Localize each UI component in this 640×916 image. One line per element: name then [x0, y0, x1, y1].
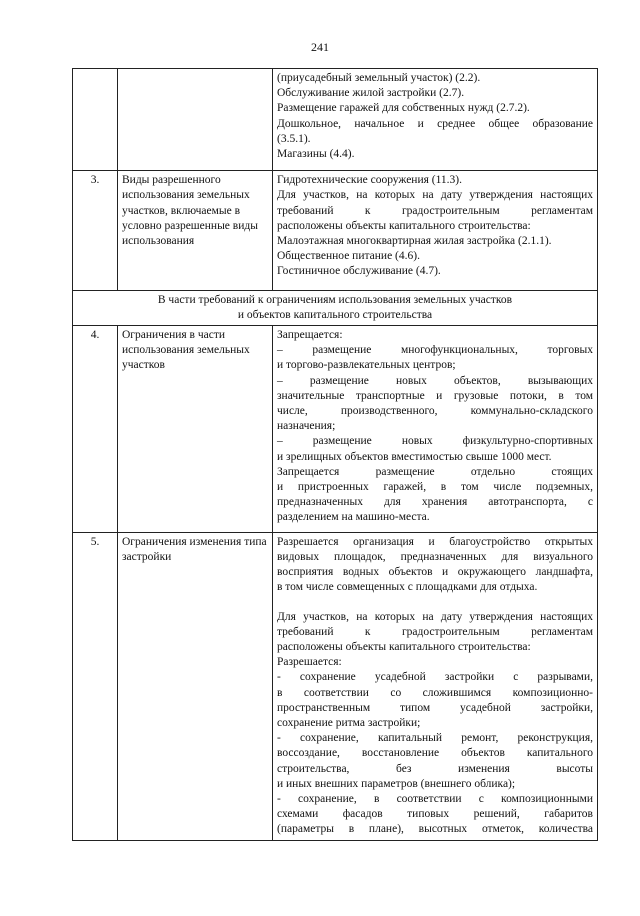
content-line: Гидротехнические сооружения (11.3). — [277, 174, 463, 187]
content-line: Гостиничное обслуживание (4.7). — [277, 265, 441, 278]
content-line: (3.5.1). — [277, 132, 311, 145]
content-line: - сохранение, капитальный ремонт, реконструкция, — [277, 732, 593, 745]
content-line: Размещение гаражей для собственных нужд (2.7.2). — [277, 102, 530, 115]
row-number: 5. — [73, 532, 118, 840]
row-content-cell — [273, 69, 598, 171]
content-line: Обслуживание жилой застройки (2.7). — [277, 87, 465, 100]
row-content-cell — [273, 532, 598, 840]
table-row-5 — [73, 532, 598, 840]
content-line: расположены объекты капитального строительства: — [277, 219, 531, 232]
content-line: (приусадебный земельный участок) (2.2). — [277, 72, 481, 84]
content-line: и пристроенных гаражей, в том числе подземных, — [277, 481, 593, 494]
content-line: требований к градостроительным регламентам — [277, 625, 593, 638]
page-number: 241 — [311, 40, 329, 54]
content-line: Для участков, на которых на дату утверждения настоящих — [277, 189, 593, 202]
content-line: Разрешается: — [277, 656, 342, 669]
row-content-cell — [273, 326, 598, 533]
content-line: Разрешается организация и благоустройство открытых — [277, 535, 593, 548]
row-number: 3. — [73, 171, 118, 290]
content-line: значительные транспортные и грузовые потоки, в том — [277, 389, 593, 402]
content-line: в соответствии со сложившимся композиционно- — [277, 686, 593, 699]
requirements-table — [72, 68, 598, 841]
content-line: расположены объекты капитального строительства: — [277, 640, 531, 653]
content-line: сохранение ритма застройки; — [277, 716, 421, 729]
content-line: строительства, без изменения высоты — [277, 762, 593, 775]
table-row-continuation — [73, 69, 598, 171]
content-line: пространственным типом усадебной застройки, — [277, 701, 593, 714]
content-line: Магазины (4.4). — [277, 148, 355, 161]
content-line: числе, производственного, коммунально-складского — [277, 405, 593, 418]
content-line: требований к градостроительным регламентам — [277, 204, 593, 217]
content-line: и зрелищных объектов вместимостью свыше 1000 мест. — [277, 450, 552, 463]
content-line: восприятия водных объектов и окружающего ландшафта, — [277, 566, 593, 579]
row-content-cell — [273, 171, 598, 290]
content-line: Малоэтажная многоквартирная жилая застройка (2.1.1). — [277, 235, 552, 248]
content-line: в том числе совмещенных с площадками для отдыха. — [277, 581, 538, 594]
content-line: видовых площадок, предназначенных для визуального — [277, 550, 593, 563]
row-number-cell — [73, 69, 118, 171]
table-row-4 — [73, 326, 598, 533]
content-line: - сохранение, в соответствии с композиционными — [277, 792, 593, 805]
content-line: схемами фасадов типовых решений, габаритов — [277, 808, 593, 821]
content-line: Запрещается размещение отдельно стоящих — [277, 465, 593, 478]
content-line: Для участков, на которых на дату утверждения настоящих — [277, 610, 593, 623]
row-title: Ограничения изменения типа застройки — [118, 532, 273, 840]
section-header-line: В части требований к ограничениям использования земельных участков — [157, 293, 513, 306]
content-line: назначения; — [277, 420, 336, 433]
content-line: предназначенных для хранения автотранспорта, с — [277, 496, 593, 509]
content-line: Общественное питание (4.6). — [277, 250, 420, 263]
content-line: разделением на машино-места. — [277, 511, 430, 524]
section-header — [73, 290, 598, 325]
row-number: 4. — [73, 326, 118, 533]
row-title-cell — [118, 69, 273, 171]
row-title: Ограничения в части использования земельных участков — [118, 326, 273, 533]
content-line: - сохранение усадебной застройки с разрывами, — [277, 671, 593, 684]
content-line: Запрещается: — [277, 329, 343, 342]
content-line: – размещение многофункциональных, торговых — [277, 344, 593, 357]
content-line: (параметры в плане), высотных отметок, количества — [277, 823, 593, 836]
content-line: и иных внешних параметров (внешнего облика); — [277, 777, 516, 790]
content-line: и торгово-развлекательных центров; — [277, 359, 456, 372]
content-line: – размещение новых физкультурно-спортивных — [277, 435, 593, 448]
content-line: – размещение новых объектов, вызывающих — [277, 374, 593, 387]
section-header-line: и объектов капитального строительства — [237, 308, 433, 321]
row-title: Виды разрешенного использования земельных участков, включаемые в условно разрешенные виды использования — [118, 171, 273, 290]
section-header-row — [73, 290, 598, 325]
content-line: Дошкольное, начальное и среднее общее образование — [277, 117, 593, 130]
content-line: воссоздание, восстановление объектов капитального — [277, 747, 593, 760]
table-row-3 — [73, 171, 598, 290]
